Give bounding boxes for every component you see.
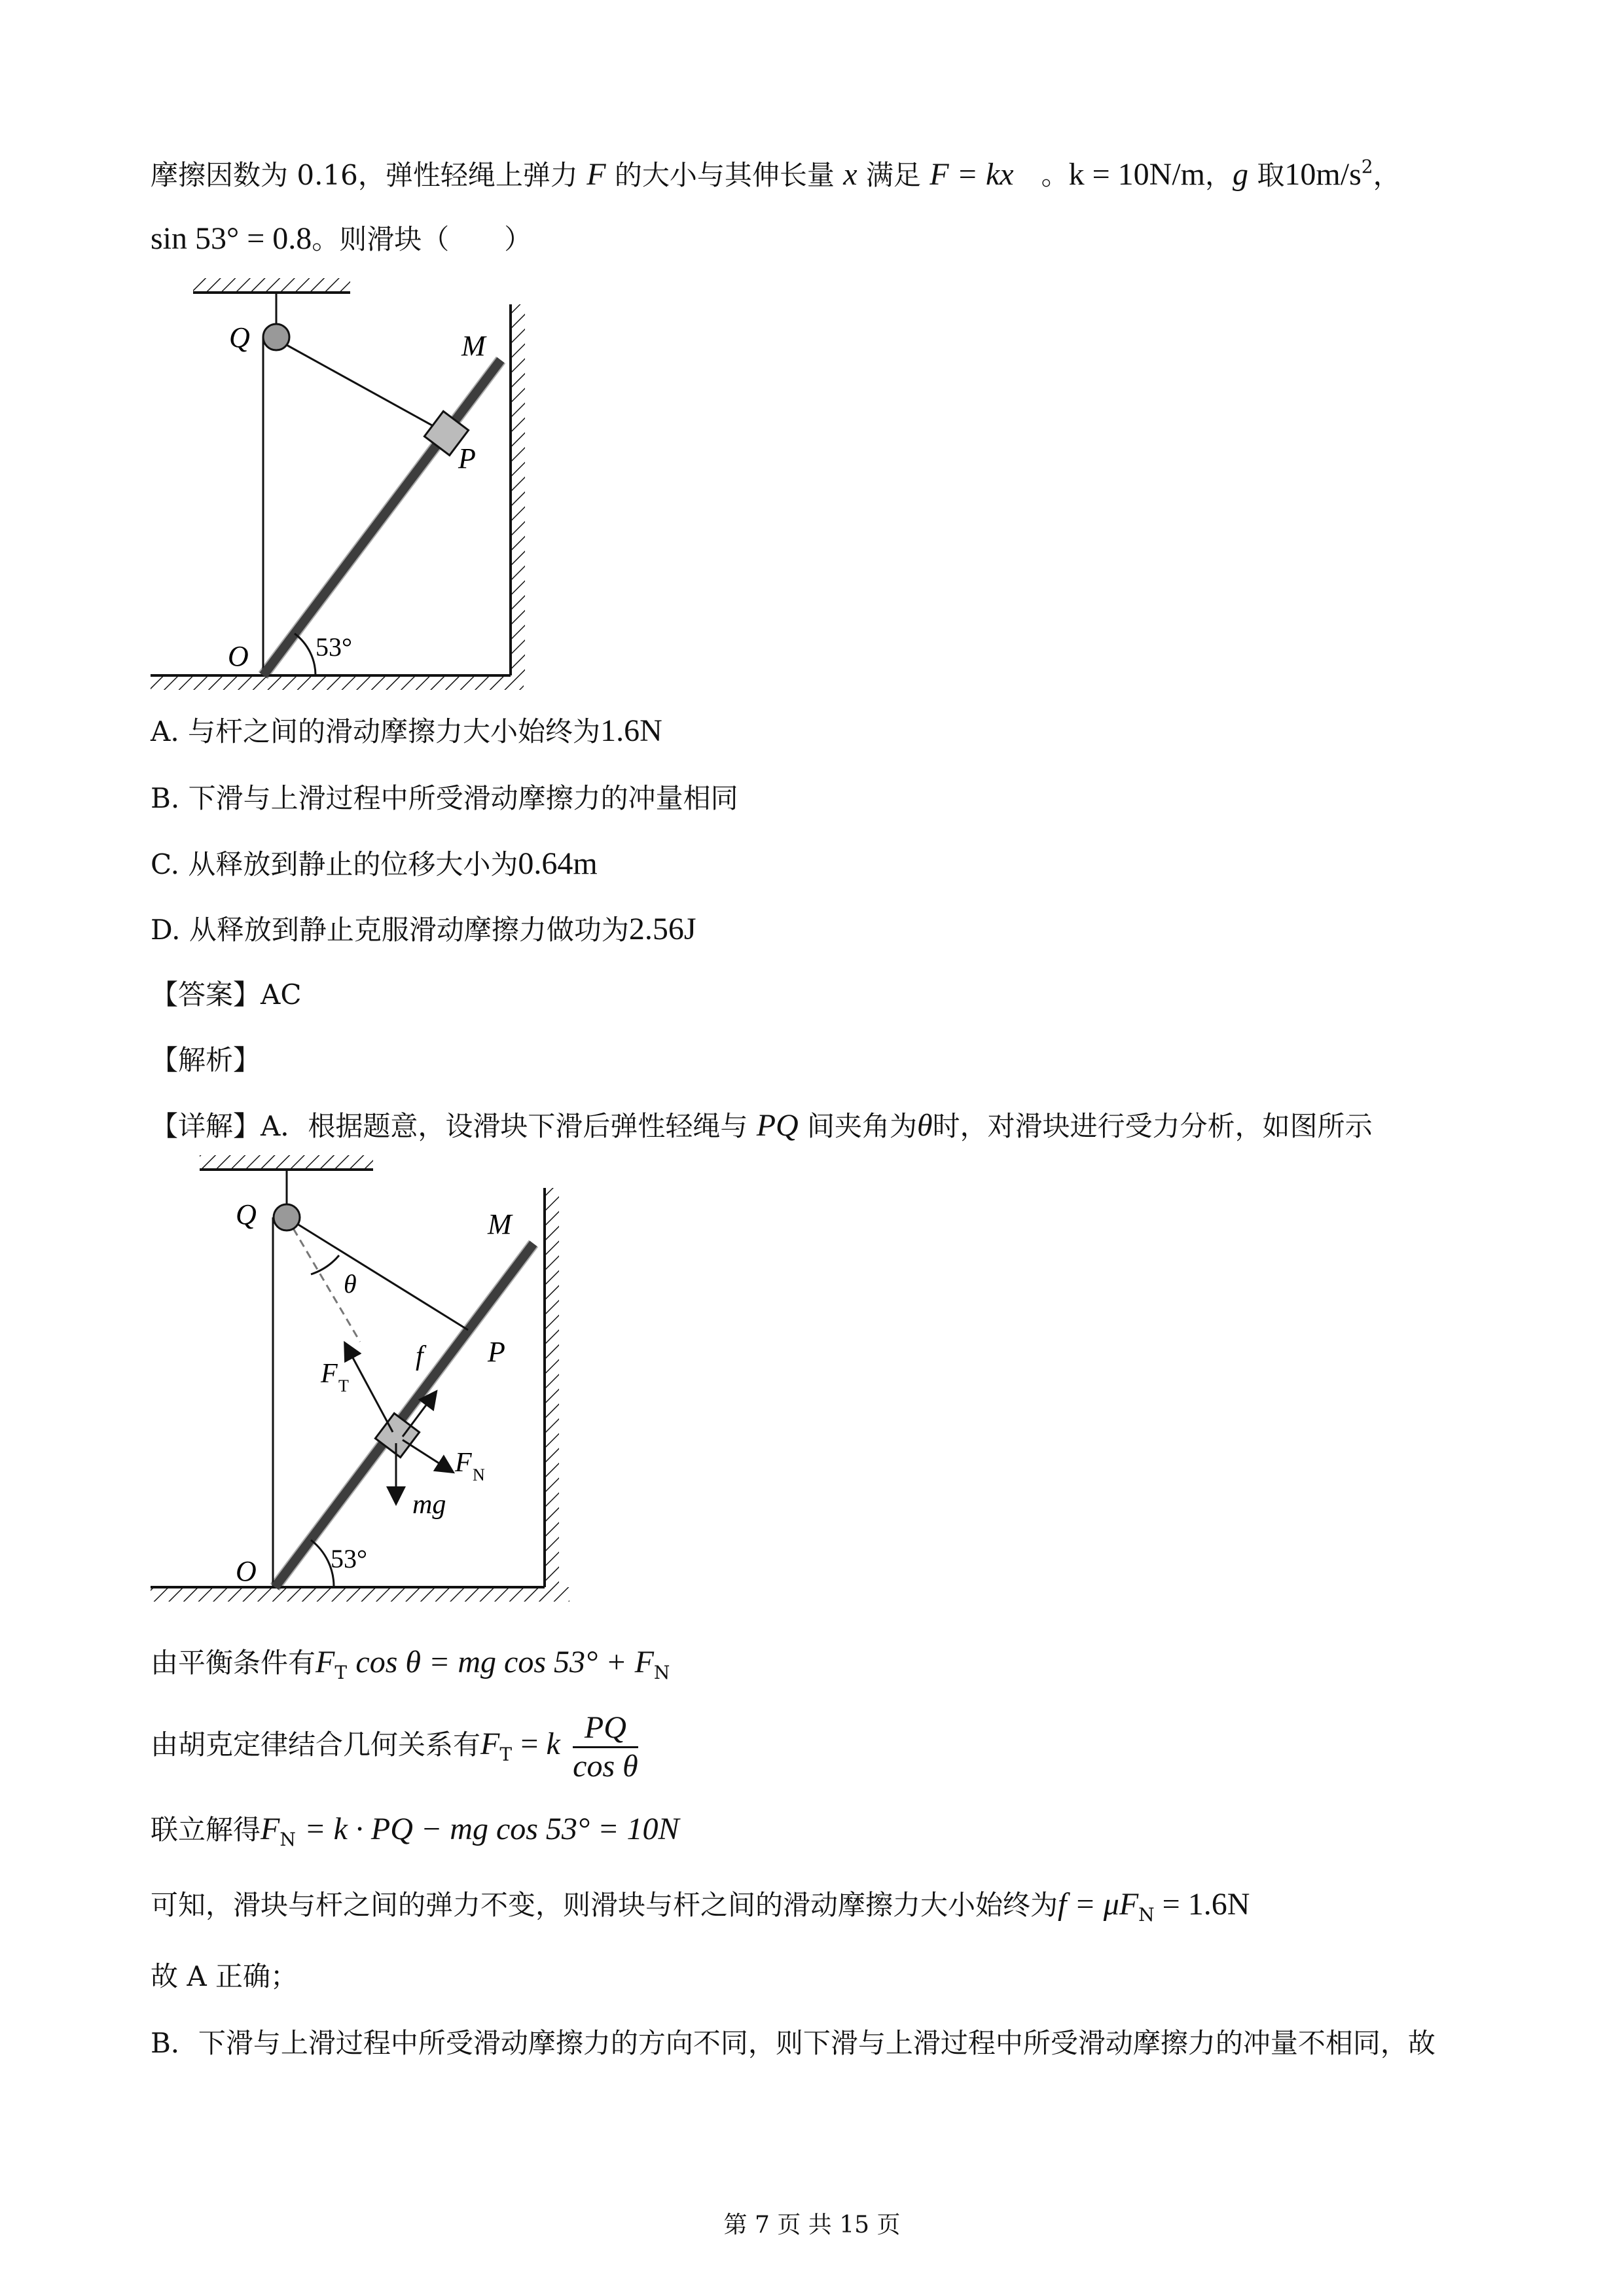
conclusion-text: 可知，滑块与杆之间的弹力不变，则滑块与杆之间的滑动摩擦力大小始终为 [151,1889,1058,1921]
detail-line [151,1106,1373,1146]
analysis-label-text: 【解析】 [151,1044,261,1076]
var-pq: PQ [756,1108,799,1143]
b-analysis-line [151,2024,1435,2063]
option-a [151,711,662,751]
intro-line-1: 摩擦因数为 0.16，弹性轻绳上弹力 F 的大小与其伸长量 x 满足 F = kx 。k = 10N/m，g 取$10m/s^2$， [151,156,1401,192]
label-fn: F [455,1448,472,1478]
pulley-q [263,324,289,350]
option-text: 与杆之间的滑动摩擦力大小始终为 [188,715,601,747]
detail-text-3: 时，对滑块进行受力分析，如图所示 [932,1110,1373,1142]
eq2-equals: = [520,1727,547,1761]
page-footer: 第 7 页 共 15 页 [723,2212,901,2238]
force-ft-arrow [346,1344,393,1432]
option-d [151,910,696,950]
angle-label: 53° [316,632,352,662]
eq1-ft-sub: T [334,1662,348,1683]
equation-1 [151,1643,670,1693]
figure-1-diagram [144,265,550,710]
eq1-body: cos θ = mg cos 53° + F [355,1645,654,1679]
force-fn-arrow [403,1440,452,1471]
label-q: Q [236,1198,257,1230]
equation-2 [151,1705,642,1794]
option-letter: C. [151,848,179,880]
label-o: O [236,1555,257,1587]
label-fn-sub: N [473,1465,485,1484]
angle-arc [295,634,316,675]
answer-value: AC [261,978,302,1011]
eq3-body: = k · PQ − mg cos 53° = 10N [304,1812,679,1846]
eq2-text: 由胡克定律结合几何关系有 [151,1729,481,1761]
option-value: 0.64m [518,846,598,881]
pulley-q [274,1204,300,1230]
eq2-ft-sub: T [499,1744,513,1765]
label-ft: F [321,1359,338,1389]
intro-text-4: 取 [1248,159,1285,191]
eq2-denominator: cos θ [573,1748,638,1784]
option-text: 从释放到静止克服滑动摩擦力做功为 [189,914,629,946]
option-text: 从释放到静止的位移大小为 [188,848,518,880]
label-p: P [458,442,476,475]
label-mg: mg [412,1490,446,1520]
detail-text: A．根据题意，设滑块下滑后弹性轻绳与 [261,1110,757,1142]
floor-hatch [151,675,524,690]
eq2-ft: F [480,1727,500,1761]
var-F: F [586,157,606,192]
sin-value: sin 53° = 0.8 [151,221,312,256]
rod-outline [263,360,501,675]
floor-hatch [151,1587,569,1602]
intro-line-2 [151,219,532,259]
eq3-text: 联立解得 [151,1814,261,1846]
friction-sub: N [1138,1904,1155,1926]
option-letter: A. [151,715,179,747]
eq1-fn-sub: N [653,1662,670,1683]
cord-qp [278,340,446,433]
option-letter: B. [151,782,180,814]
eq1-ft: F [316,1645,335,1679]
equation-3 [151,1810,679,1859]
eq3-fn: F [261,1812,280,1846]
friction-formula: f = μF [1058,1887,1139,1922]
var-theta: θ [917,1108,933,1143]
var-g: g [1233,157,1249,192]
friction-value: = 1.6N [1154,1887,1250,1922]
question-stem: 。则滑块（ ） [312,223,532,255]
ceiling-hatch [200,1155,373,1170]
rod-outline [275,1244,533,1587]
analysis-label [151,1041,261,1080]
label-f: f [416,1341,424,1371]
a-correct-text: 故 A 正确； [151,1960,298,1992]
option-text: 下滑与上滑过程中所受滑动摩擦力的冲量相同 [188,782,738,814]
option-b [151,779,738,818]
var-x: x [843,157,857,192]
label-q: Q [229,321,250,353]
intro-text-3: 满足 [857,159,930,191]
g-value: 10m/s [1284,157,1362,192]
intro-text-2: 的大小与其伸长量 [605,159,844,191]
eq3-fn-sub: N [280,1829,296,1850]
option-value: 1.6N [600,713,662,748]
label-theta: θ [344,1269,357,1299]
eq1-text: 由平衡条件有 [151,1647,316,1679]
label-ft-sub: T [338,1376,349,1395]
angle-label: 53° [331,1544,367,1573]
option-letter: D. [151,914,181,946]
figure-2-force-diagram [144,1152,589,1623]
g-exponent: 2 [1361,156,1373,177]
eq2-k: k [546,1727,560,1761]
hooke-formula: F = kx [929,157,1014,192]
intro-text: 摩擦因数为 0.16，弹性轻绳上弹力 [151,159,587,191]
a-correct-line [151,1957,298,1996]
label-p: P [488,1336,505,1368]
label-o: O [228,640,249,672]
detail-text-2: 间夹角为 [798,1110,918,1142]
conclusion-line [151,1885,1250,1935]
detail-label: 【详解】 [151,1110,261,1142]
eq2-numerator: PQ [573,1710,638,1748]
wall-hatch [545,1188,559,1587]
eq2-fraction [573,1710,638,1785]
option-value: 2.56J [628,912,696,946]
wall-hatch [511,304,525,675]
answer-line [151,975,301,1014]
option-c [151,844,598,884]
k-value: k = 10N/m [1068,157,1206,192]
label-m: M [488,1208,512,1240]
label-m: M [461,330,486,362]
answer-label: 【答案】 [151,978,261,1011]
ceiling-hatch [193,278,350,293]
b-analysis-text: B．下滑与上滑过程中所受滑动摩擦力的方向不同，则下滑与上滑过程中所受滑动摩擦力的冲量不相同，故 [151,2027,1435,2059]
